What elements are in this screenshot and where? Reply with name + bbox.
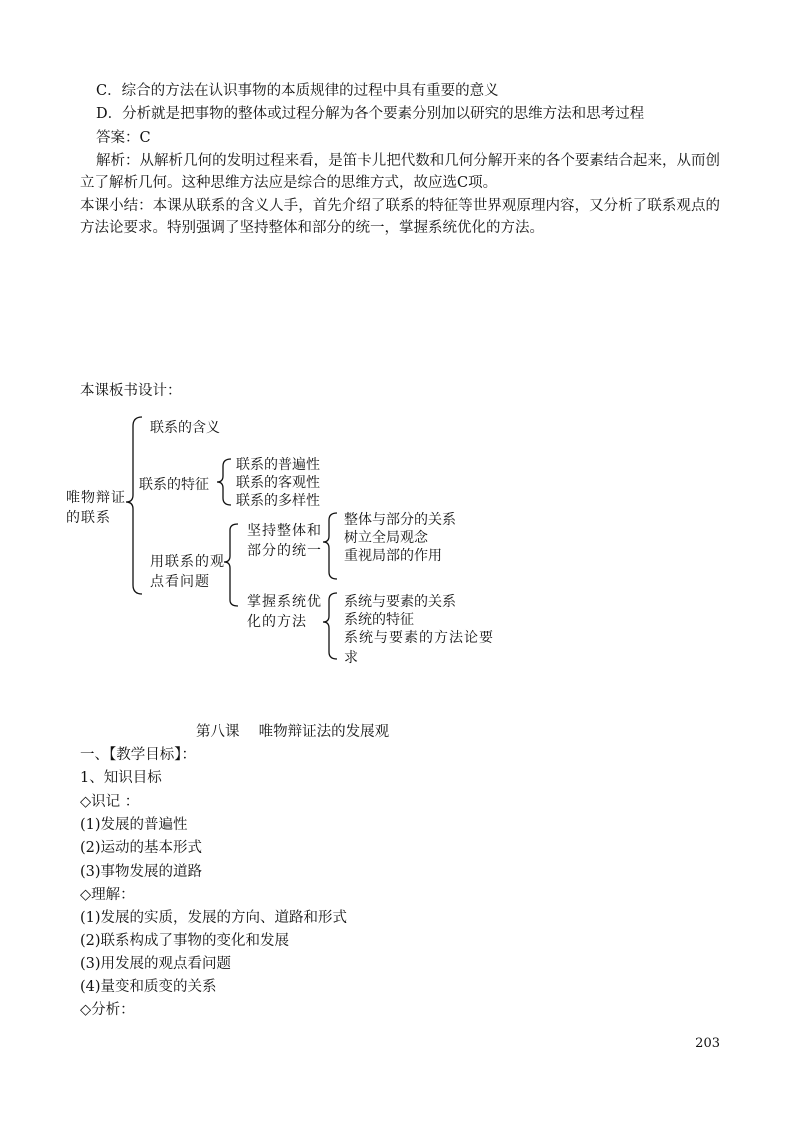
- lesson-line: ◇分析：: [80, 1002, 135, 1018]
- system-node: 掌握系统优化的方法: [247, 594, 322, 630]
- features-item: 联系的客观性: [236, 475, 320, 491]
- features-node: 联系的特征: [139, 477, 209, 493]
- board-heading: 本课板书设计：: [80, 383, 182, 399]
- summary-paragraph: 本课小结：本课从联系的含义人手，首先介绍了联系的特征等世界观原理内容，又分析了联系观点的方法论要求。特别强调了坚持整体和部分的统一，掌握系统优化的方法。: [80, 198, 720, 236]
- lesson-line: (2)运动的基本形式: [80, 840, 203, 856]
- lesson-line: ◇识记 ：: [80, 794, 140, 810]
- lesson-line: ◇理解：: [80, 887, 135, 903]
- option-d: D．分析就是把事物的整体或过程分解为各个要素分别加以研究的思维方法和思考过程: [96, 106, 645, 122]
- lesson-line: (1)发展的实质，发展的方向、道路和形式: [80, 910, 348, 926]
- meaning-node: 联系的含义: [150, 420, 220, 436]
- features-item: 联系的普遍性: [236, 457, 320, 473]
- whole-part-item: 整体与部分的关系: [344, 512, 456, 528]
- answer: 答案：C: [96, 130, 151, 146]
- lesson-line: 1、知识目标: [80, 770, 162, 786]
- system-item: 系统的特征: [344, 612, 414, 628]
- lesson-line: (4)量变和质变的关系: [80, 979, 217, 995]
- root-node: 唯物辩证的联系: [66, 490, 126, 526]
- lesson-title: 第八课 唯物辩证法的发展观: [196, 724, 390, 740]
- lesson-line: (3)用发展的观点看问题: [80, 956, 232, 972]
- lesson-line: 一、【教学目标】：: [80, 747, 196, 763]
- whole-part-node: 坚持整体和部分的统一: [247, 523, 322, 559]
- whole-part-item: 树立全局观念: [344, 530, 428, 546]
- features-brace: [217, 459, 231, 505]
- analysis-paragraph: 解析：从解析几何的发明过程来看，是笛卡儿把代数和几何分解开来的各个要素结合起来，从而创立了解析几何。这种思维方法应是综合的思维方式，故应选C项。: [80, 153, 720, 191]
- lesson-line: (3)事物发展的道路: [80, 864, 203, 880]
- features-item: 联系的多样性: [236, 493, 320, 509]
- option-c: C．综合的方法在认识事物的本质规律的过程中具有重要的意义: [96, 83, 499, 99]
- use-view-node: 用联系的观点看问题: [150, 554, 225, 590]
- system-item: 系统与要素的方法论要求: [344, 630, 494, 666]
- lesson-line: (2)联系构成了事物的变化和发展: [80, 933, 290, 949]
- whole-part-item: 重视局部的作用: [344, 548, 442, 564]
- page-number: 203: [695, 1036, 720, 1051]
- lesson-line: (1)发展的普遍性: [80, 817, 188, 833]
- system-item: 系统与要素的关系: [344, 594, 456, 610]
